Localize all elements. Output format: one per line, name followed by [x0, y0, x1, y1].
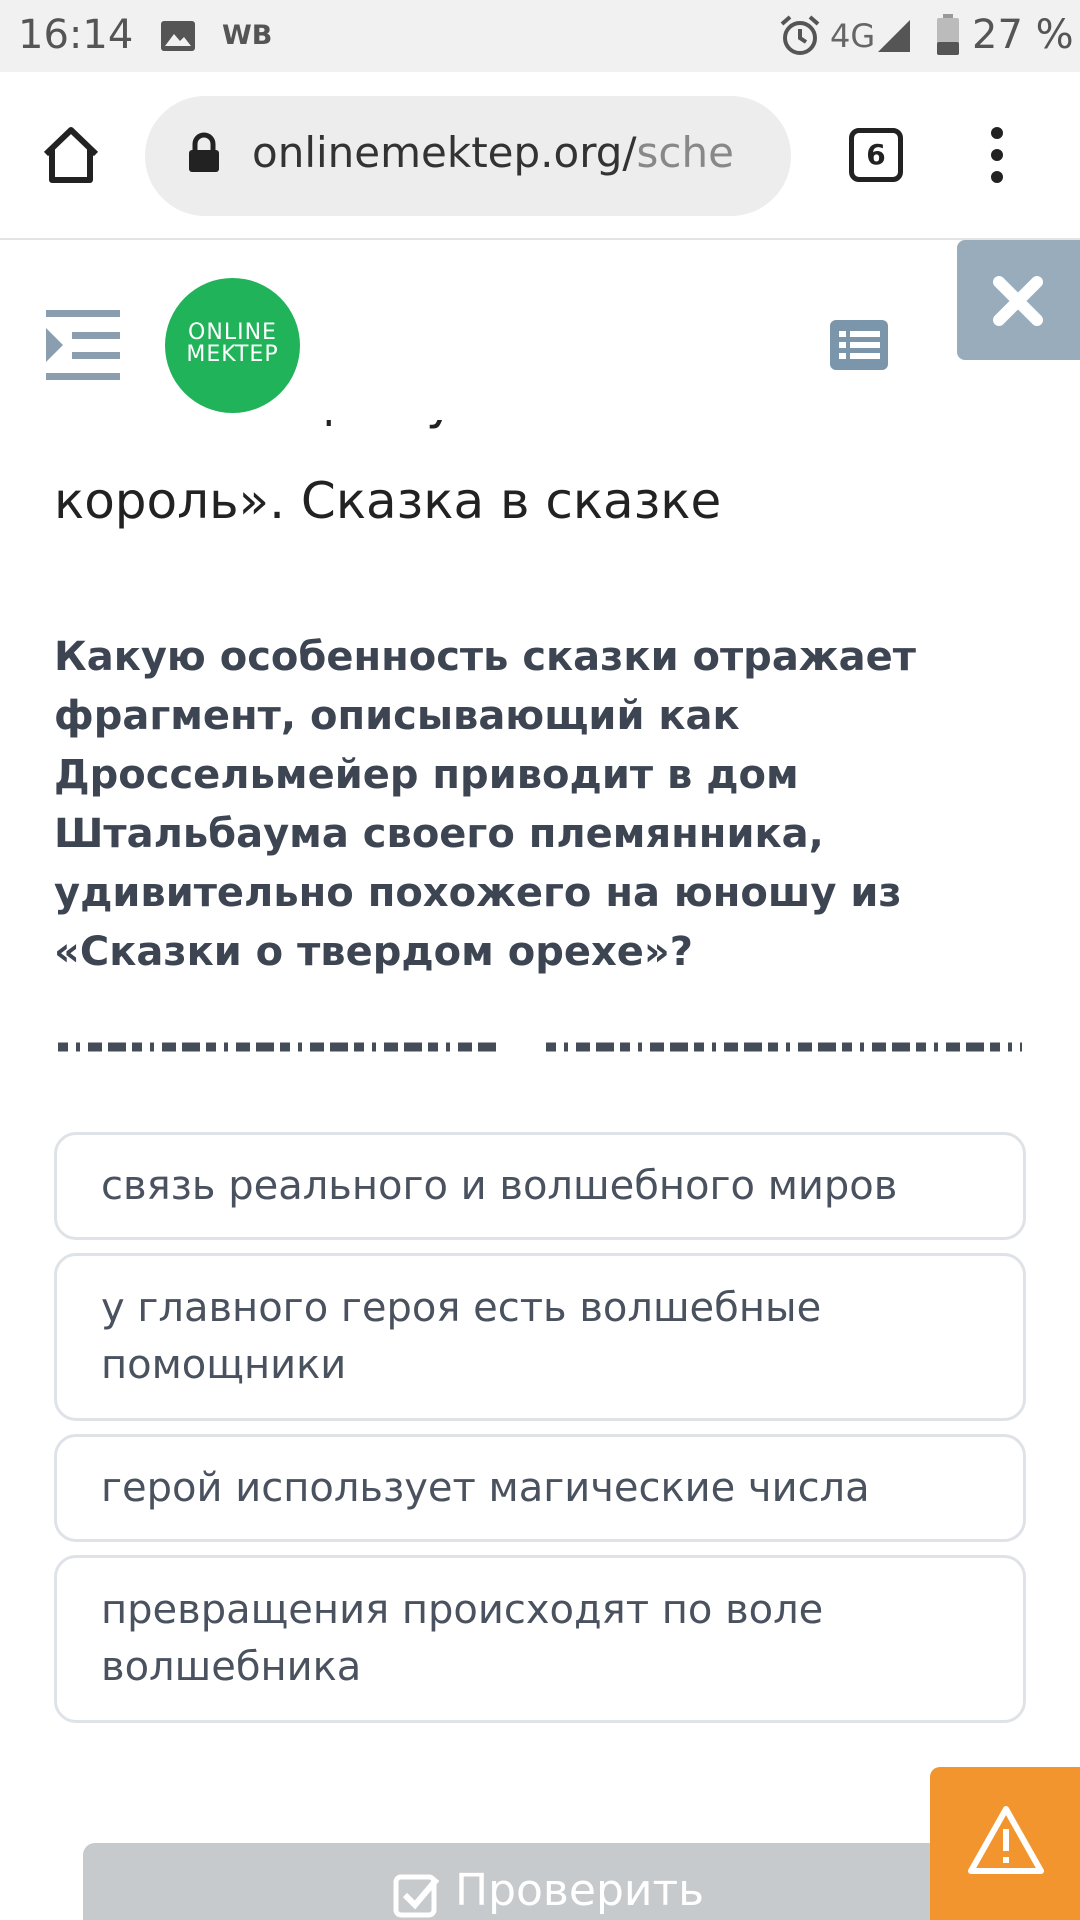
answer-option-1[interactable]: [54, 1132, 1026, 1240]
lesson-title-line2: король». Сказка в сказке: [54, 472, 722, 530]
url-faded: sche: [636, 128, 734, 177]
logo-line2: MEKTEP: [186, 342, 279, 367]
alarm-icon: [778, 14, 822, 58]
check-button[interactable]: [83, 1843, 963, 1920]
check-button-label: Проверить: [455, 1865, 705, 1916]
answer-blank: [58, 1040, 1022, 1054]
warning-icon: [968, 1805, 1044, 1875]
answer-option-4[interactable]: [54, 1555, 1026, 1723]
close-button[interactable]: [957, 240, 1080, 360]
battery-icon: [936, 14, 960, 56]
battery-level: 27 %: [972, 12, 1074, 58]
status-bar: [0, 0, 1080, 72]
list-button[interactable]: [830, 320, 888, 370]
carrier-badge: WB: [222, 20, 273, 51]
logo-line1: ONLINE: [188, 320, 277, 345]
question-text: Какую особенность сказки отражает фрагмент, описывающий как Дроссельмейер приводит в дом Штальбаума своего племянника, удивительно похожего на юношу из «Сказки о твердом орехе»?: [54, 634, 916, 975]
browser-toolbar: [0, 72, 1080, 240]
url-main: onlinemektep.org/: [252, 128, 637, 177]
url-text[interactable]: [252, 128, 772, 188]
more-vert-icon[interactable]: [982, 124, 1012, 186]
list-icon: [830, 320, 888, 370]
address-bar[interactable]: [145, 96, 791, 216]
gallery-icon: [160, 20, 196, 52]
answer-option-2-text: у главного героя есть волшебные помощники: [101, 1285, 822, 1388]
site-logo[interactable]: [165, 278, 300, 413]
status-time: 16:14: [18, 12, 134, 58]
lock-icon: [187, 132, 221, 174]
signal-icon: [876, 18, 912, 54]
hamburger-indent-icon[interactable]: [46, 308, 122, 382]
answer-option-4-text: превращения происходят по воле волшебника: [101, 1587, 824, 1690]
tabs-button[interactable]: 6: [849, 128, 903, 182]
home-icon[interactable]: [40, 124, 102, 186]
answer-option-2[interactable]: [54, 1253, 1026, 1421]
answer-option-3-text: герой использует магические числа: [101, 1464, 870, 1511]
close-icon: [957, 240, 1080, 360]
site-header: [0, 240, 1080, 420]
report-problem-button[interactable]: [930, 1767, 1080, 1920]
answer-option-1-text: связь реального и волшебного миров: [101, 1162, 898, 1209]
network-type: 4G: [830, 17, 876, 55]
answer-option-3[interactable]: [54, 1434, 1026, 1542]
checkbox-icon: [393, 1871, 441, 1919]
